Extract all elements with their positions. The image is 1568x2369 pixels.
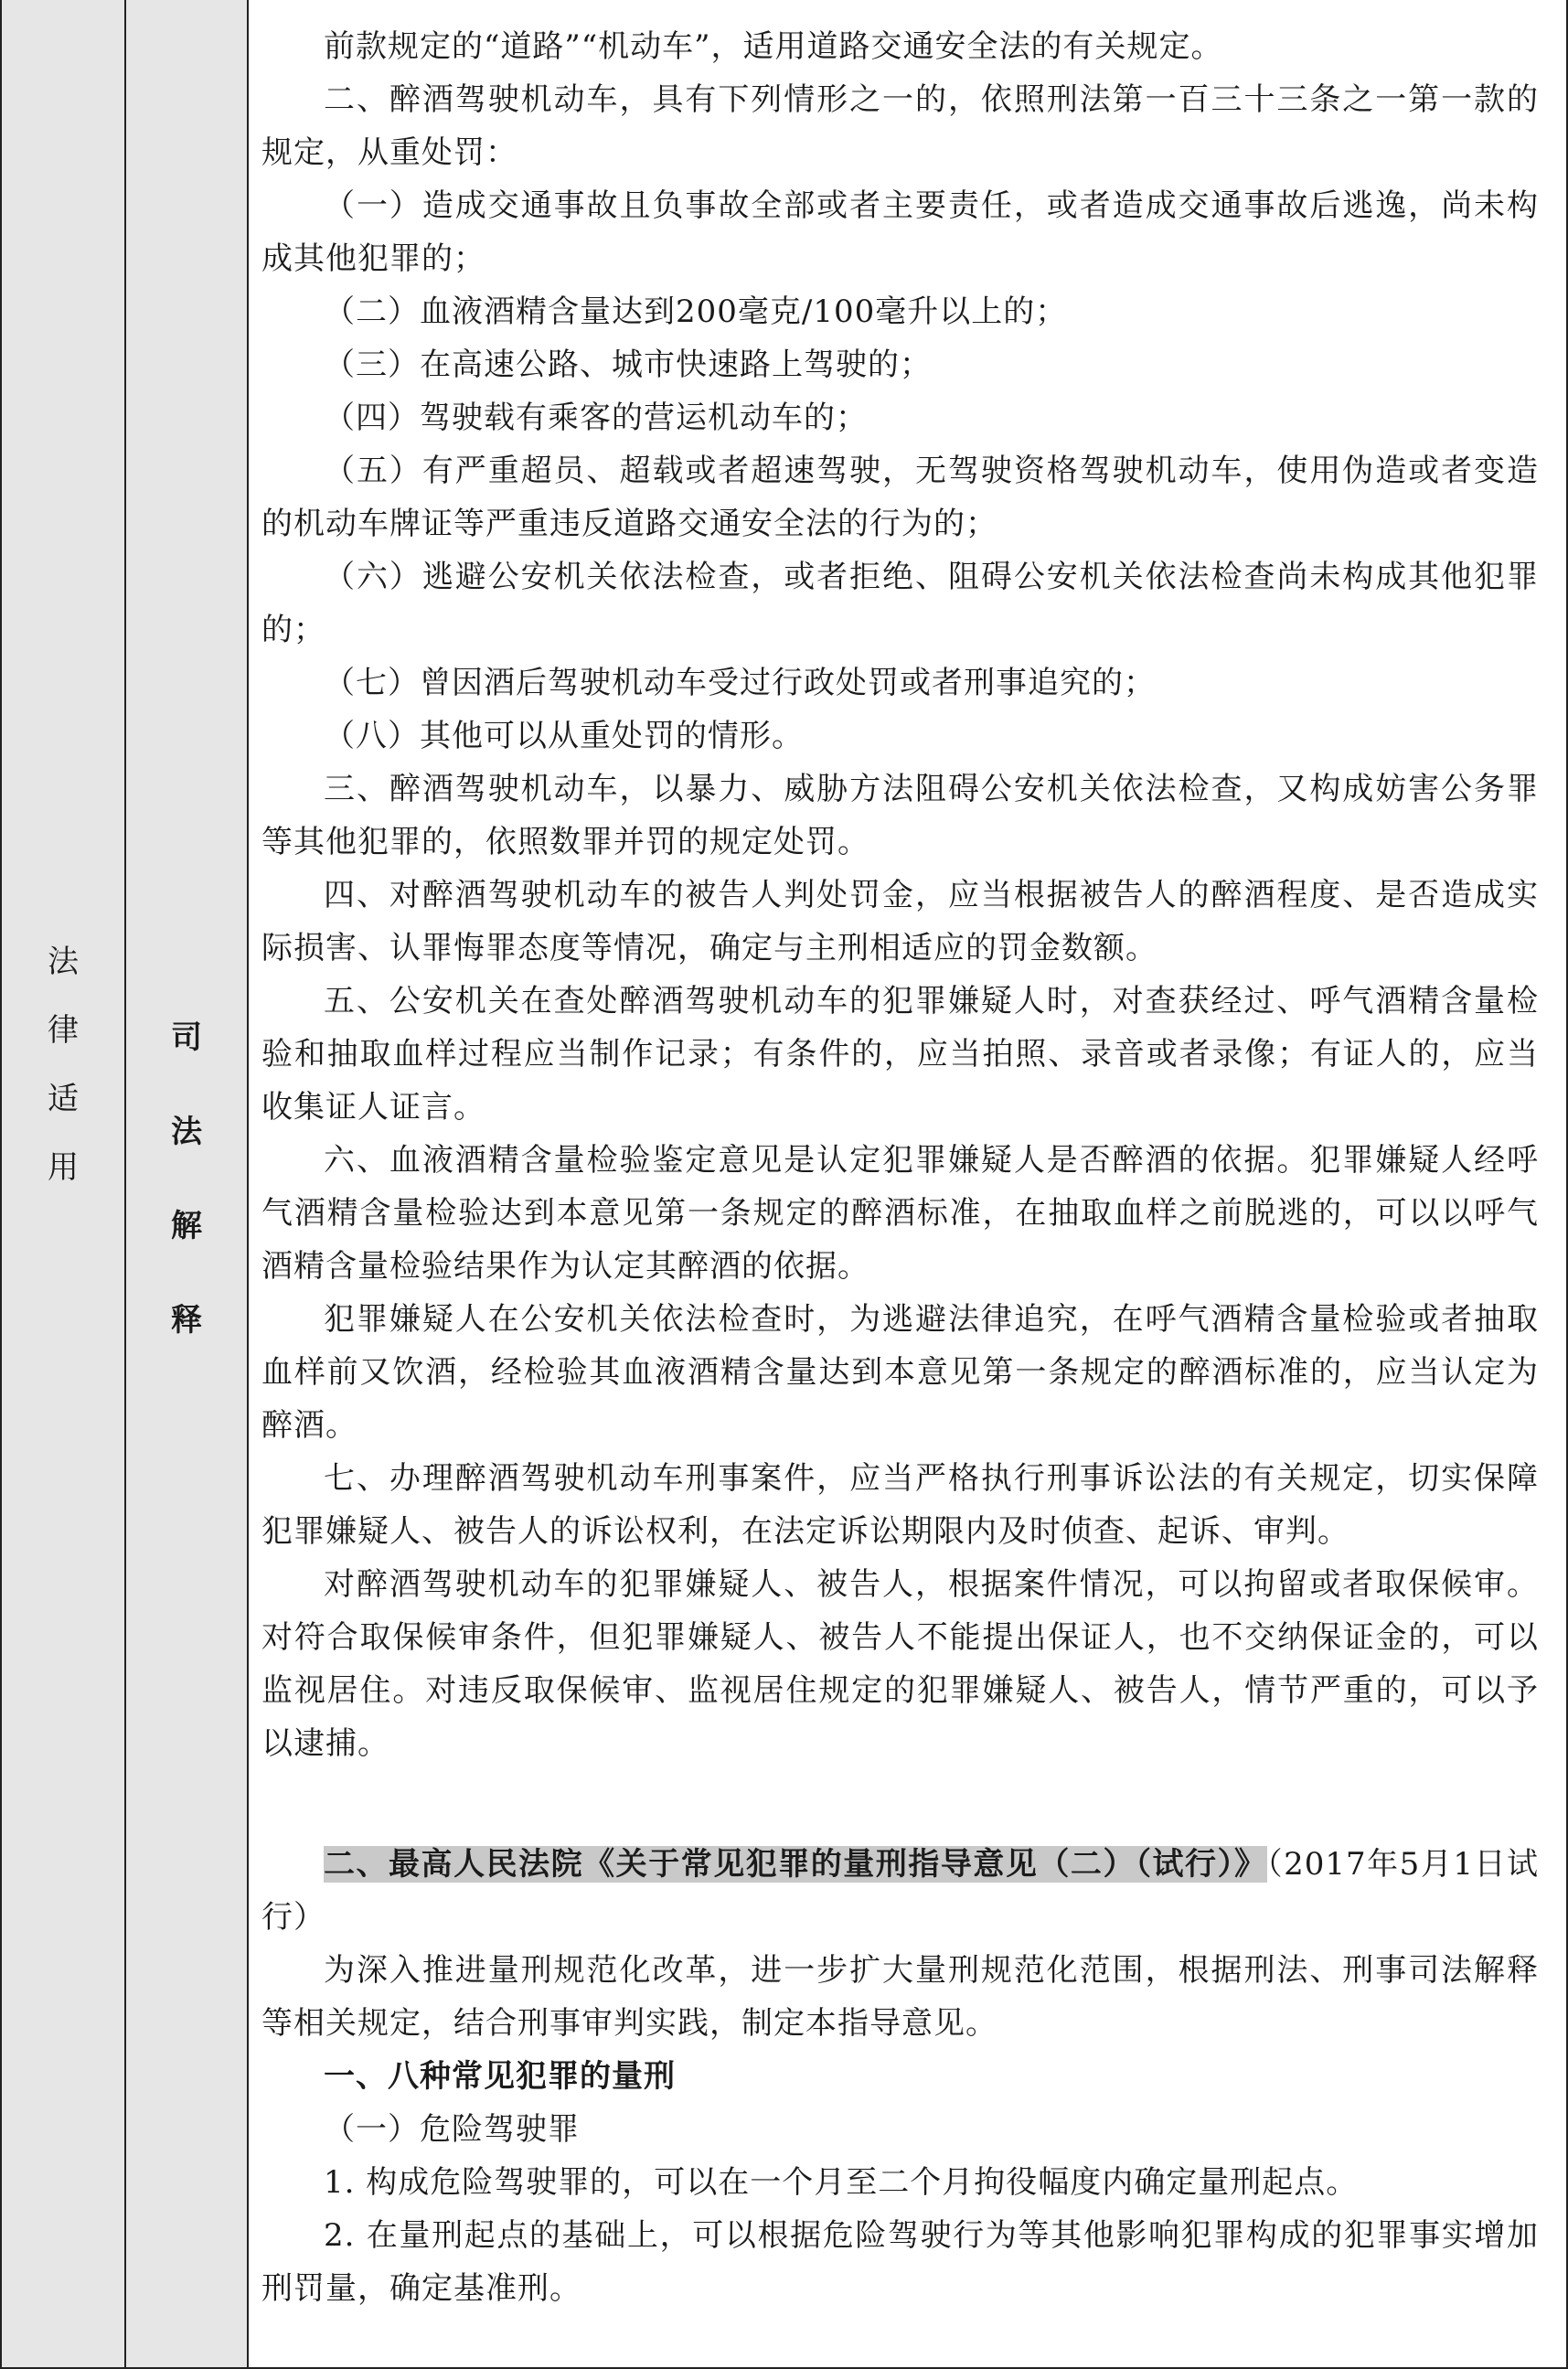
paragraph: 2. 在量刑起点的基础上，可以根据危险驾驶行为等其他影响犯罪构成的犯罪事实增加刑罚量，确定基准刑。 [261, 2217, 1539, 2307]
section-title-paragraph [261, 1838, 1539, 1944]
paragraph: 六、血液酒精含量检验鉴定意见是认定犯罪嫌疑人是否醉酒的依据。犯罪嫌疑人经呼气酒精含量检验达到本意见第一条规定的醉酒标准，在抽取血样之前脱逃的，可以以呼气酒精含量检验结果作为认定其醉酒的依据。 [261, 1142, 1539, 1285]
category-char: 适 [48, 1081, 79, 1117]
category-char: 律 [48, 1012, 79, 1049]
paragraph: （二）血液酒精含量达到200毫克/100毫升以上的； [324, 293, 1068, 330]
paragraph: （六）逃避公安机关依法检查，或者拒绝、阻碍公安机关依法检查尚未构成其他犯罪的； [261, 559, 1539, 648]
subcategory-char: 司 [171, 1019, 202, 1056]
section-heading: 一、八种常见犯罪的量刑 [324, 2058, 676, 2095]
paragraph: 犯罪嫌疑人在公安机关依法检查时，为逃避法律追究，在呼气酒精含量检验或者抽取血样前又饮酒，经检验其血液酒精含量达到本意见第一条规定的醉酒标准的，应当认定为醉酒。 [261, 1301, 1539, 1444]
subcategory-label [126, 1019, 247, 1399]
paragraph: 二、醉酒驾驶机动车，具有下列情形之一的，依照刑法第一百三十三条之一第一款的规定，从重处罚： [261, 81, 1539, 171]
paragraph: 前款规定的“道路”“机动车”，适用道路交通安全法的有关规定。 [324, 28, 1223, 65]
subcategory-char: 法 [171, 1114, 202, 1150]
paragraph: （七）曾因酒后驾驶机动车受过行政处罚或者刑事追究的； [324, 665, 1156, 701]
paragraph: 为深入推进量刑规范化改革，进一步扩大量刑规范化范围，根据刑法、刑事司法解释等相关规定，结合刑事审判实践，制定本指导意见。 [261, 1952, 1539, 2042]
paragraph: 三、醉酒驾驶机动车，以暴力、威胁方法阻碍公安机关依法检查，又构成妨害公务罪等其他犯罪的，依照数罪并罚的规定处罚。 [261, 771, 1539, 860]
paragraph: （八）其他可以从重处罚的情形。 [324, 718, 804, 754]
content-column [249, 0, 1566, 2369]
paragraph: 对醉酒驾驶机动车的犯罪嫌疑人、被告人，根据案件情况，可以拘留或者取保候审。对符合取保候审条件，但犯罪嫌疑人、被告人不能提出保证人，也不交纳保证金的，可以监视居住。对违反取保候审、监视居住规定的犯罪嫌疑人、被告人，情节严重的，可以予以逮捕。 [261, 1566, 1539, 1762]
paragraph: （一）危险驾驶罪 [324, 2111, 580, 2148]
paragraph: 四、对醉酒驾驶机动车的被告人判处罚金，应当根据被告人的醉酒程度、是否造成实际损害、认罪悔罪态度等情况，确定与主刑相适应的罚金数额。 [261, 877, 1539, 966]
paragraph: （三）在高速公路、城市快速路上驾驶的； [324, 347, 932, 383]
subcategory-char: 解 [171, 1208, 202, 1244]
paragraph: 1. 构成危险驾驶罪的，可以在一个月至二个月拘役幅度内确定量刑起点。 [324, 2164, 1359, 2201]
category-column [2, 0, 126, 2369]
section-title: 二、最高人民法院《关于常见犯罪的量刑指导意见（二）（试行）》 [324, 1846, 1267, 1883]
category-label [2, 928, 124, 1202]
paragraph: （五）有严重超员、超载或者超速驾驶，无驾驶资格驾驶机动车，使用伪造或者变造的机动车牌证等严重违反道路交通安全法的行为的； [261, 453, 1539, 542]
category-char: 用 [48, 1149, 79, 1186]
paragraph: 七、办理醉酒驾驶机动车刑事案件，应当严格执行刑事诉讼法的有关规定，切实保障犯罪嫌疑人、被告人的诉讼权利，在法定诉讼期限内及时侦查、起诉、审判。 [261, 1460, 1539, 1550]
subcategory-column [126, 0, 249, 2369]
category-char: 法 [48, 944, 79, 980]
paragraph: （四）驾驶载有乘客的营运机动车的； [324, 400, 868, 436]
spacer [261, 1770, 1539, 1838]
section-date: （2017年5月1日试行） [261, 1846, 1540, 1936]
paragraph: （一）造成交通事故且负事故全部或者主要责任，或者造成交通事故后逃逸，尚未构成其他犯罪的； [261, 187, 1539, 277]
paragraph: 五、公安机关在查处醉酒驾驶机动车的犯罪嫌疑人时，对查获经过、呼气酒精含量检验和抽取血样过程应当制作记录；有条件的，应当拍照、录音或者录像；有证人的，应当收集证人证言。 [261, 983, 1539, 1126]
subcategory-char: 释 [171, 1302, 202, 1339]
